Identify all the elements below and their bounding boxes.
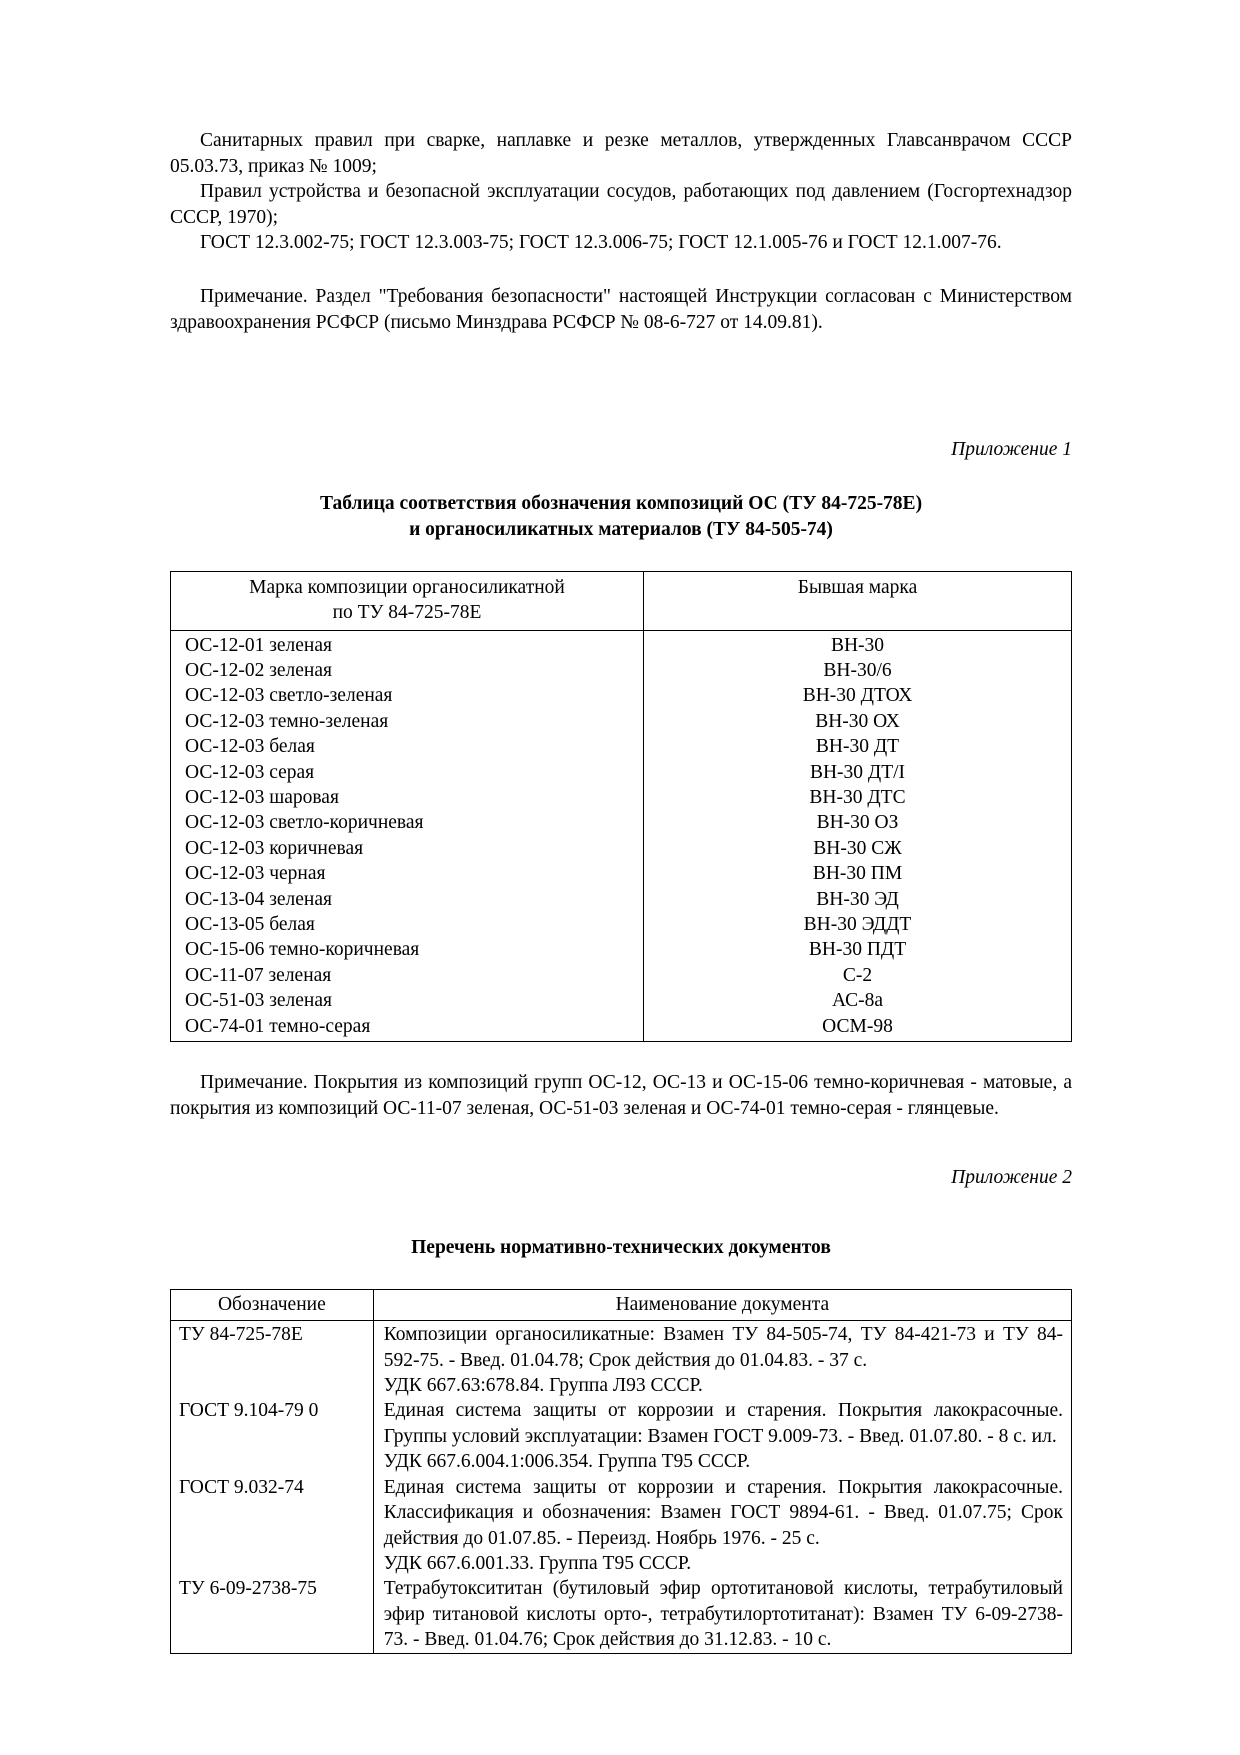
cell-designation: ТУ 84-725-78Е xyxy=(171,1321,374,1399)
cell-old-mark: АС-8а xyxy=(644,988,1072,1013)
document-description-line: Композиции органосиликатные: Взамен ТУ 84-505-74, ТУ 84-421-73 и ТУ 84-592-75. - Введ. 01.04.78; Срок действия до 01.04.83. - 37 с. xyxy=(383,1324,1063,1371)
cell-old-mark: С-2 xyxy=(644,963,1072,988)
document-description-line: УДК 667.6.001.33. Группа Т95 СССР. xyxy=(383,1552,692,1574)
cell-composition-mark: ОС-15-06 темно-коричневая xyxy=(171,937,644,962)
cell-old-mark: ВН-30 ОЗ xyxy=(644,810,1072,835)
table-row xyxy=(171,630,1072,658)
cell-old-mark: ВН-30 ДТ/І xyxy=(644,760,1072,785)
cell-composition-mark: ОС-12-03 коричневая xyxy=(171,836,644,861)
cell-old-mark: ВН-30 ОХ xyxy=(644,709,1072,734)
cell-old-mark: ВН-30 ДТ xyxy=(644,734,1072,759)
table-header-row xyxy=(171,571,1072,630)
appendix-1-note: Примечание. Покрытия из композиций групп ОС-12, ОС-13 и ОС-15-06 темно-коричневая - матовые, а покрытия из композиций ОС-11-07 зеленая, ОС-51-03 зеленая и ОС-74-01 темно-серая - глянцевые. xyxy=(170,1072,1072,1119)
table-row xyxy=(171,1475,1072,1577)
cell-document-name xyxy=(373,1398,1071,1474)
table-row xyxy=(171,734,1072,759)
column-header-mark-line-1: Марка композиции органосиликатной xyxy=(249,576,565,598)
column-header-designation: Обозначение xyxy=(171,1289,374,1320)
document-description-line: Тетрабутоксититан (бутиловый эфир ортотитановой кислоты, тетрабутиловый эфир титановой кислоты орто-, тетрабутилортотитанат): Взамен ТУ 6-09-2738-73. - Введ. 01.04.76; Срок действия до 31.12.83. - 10 с. xyxy=(383,1578,1063,1651)
cell-composition-mark: ОС-13-05 белая xyxy=(171,912,644,937)
spacer xyxy=(170,543,1072,571)
document-description-line: Единая система защиты от коррозии и старения. Покрытия лакокрасочные. Классификация и обозначения: Взамен ГОСТ 9894-61. - Введ. 01.07.75; Срок действия до 01.07.85. - Переизд. Ноябрь 1976. - 25 с. xyxy=(383,1476,1063,1549)
composition-correspondence-table xyxy=(170,571,1072,1042)
document-description-line: УДК 667.63:678.84. Группа Л93 СССР. xyxy=(383,1375,703,1397)
cell-old-mark: ВН-30 ПМ xyxy=(644,861,1072,886)
cell-composition-mark: ОС-11-07 зеленая xyxy=(171,963,644,988)
table-body xyxy=(171,1321,1072,1653)
appendix-1-title-line-2: и органосиликатных материалов (ТУ 84-505-74) xyxy=(409,518,833,540)
column-header-old-mark: Бывшая марка xyxy=(644,571,1072,630)
table-row xyxy=(171,760,1072,785)
table-row xyxy=(171,709,1072,734)
cell-document-name xyxy=(373,1321,1071,1399)
document-description-line: УДК 667.6.004.1:006.354. Группа Т95 СССР. xyxy=(383,1451,751,1473)
table-row xyxy=(171,658,1072,683)
spacer xyxy=(170,335,1072,409)
column-header-mark xyxy=(171,571,644,630)
intro-paragraph-1: Санитарных правил при сварке, наплавке и резке металлов, утвержденных Главсанврачом СССР 05.03.73, приказ № 1009; xyxy=(170,130,1072,177)
table-body xyxy=(171,630,1072,1042)
cell-old-mark: ВН-30 xyxy=(644,630,1072,658)
cell-old-mark: ВН-30 ПДТ xyxy=(644,937,1072,962)
cell-old-mark: ВН-30 ЭДДТ xyxy=(644,912,1072,937)
spacer xyxy=(170,1261,1072,1289)
table-row xyxy=(171,785,1072,810)
cell-designation: ГОСТ 9.104-79 0 xyxy=(171,1398,374,1474)
cell-composition-mark: ОС-74-01 темно-серая xyxy=(171,1014,644,1042)
cell-old-mark: ВН-30 ДТОХ xyxy=(644,683,1072,708)
cell-designation: ГОСТ 9.032-74 xyxy=(171,1475,374,1577)
cell-composition-mark: ОС-12-03 серая xyxy=(171,760,644,785)
cell-composition-mark: ОС-12-03 светло-зеленая xyxy=(171,683,644,708)
table-row xyxy=(171,683,1072,708)
intro-paragraph-2: Правил устройства и безопасной эксплуатации сосудов, работающих под давлением (Госгортехнадзор СССР, 1970); xyxy=(170,181,1072,228)
table-row xyxy=(171,887,1072,912)
table-header-row xyxy=(171,1289,1072,1320)
table-header xyxy=(171,1289,1072,1320)
cell-composition-mark: ОС-13-04 зеленая xyxy=(171,887,644,912)
cell-designation: ТУ 6-09-2738-75 xyxy=(171,1576,374,1653)
table-row xyxy=(171,1014,1072,1042)
cell-composition-mark: ОС-12-01 зеленая xyxy=(171,630,644,658)
table-row xyxy=(171,1321,1072,1399)
appendix-2-label: Приложение 2 xyxy=(951,1167,1072,1189)
cell-old-mark: ВН-30 ЭД xyxy=(644,887,1072,912)
table-row xyxy=(171,912,1072,937)
spacer xyxy=(170,409,1072,437)
cell-document-name xyxy=(373,1475,1071,1577)
cell-composition-mark: ОС-12-02 зеленая xyxy=(171,658,644,683)
appendix-2-title: Перечень нормативно-технических документов xyxy=(411,1236,831,1258)
spacer xyxy=(170,256,1072,284)
table-row xyxy=(171,988,1072,1013)
table-row xyxy=(171,861,1072,886)
cell-composition-mark: ОС-12-03 белая xyxy=(171,734,644,759)
table-header xyxy=(171,571,1072,630)
intro-paragraph-3: ГОСТ 12.3.002-75; ГОСТ 12.3.003-75; ГОСТ 12.3.006-75; ГОСТ 12.1.005-76 и ГОСТ 12.1.007-76. xyxy=(200,232,1002,254)
cell-composition-mark: ОС-12-03 светло-коричневая xyxy=(171,810,644,835)
appendix-1-title-line-1: Таблица соответствия обозначения композиций ОС (ТУ 84-725-78Е) xyxy=(319,492,923,514)
column-header-document-name: Наименование документа xyxy=(373,1289,1071,1320)
cell-composition-mark: ОС-12-03 шаровая xyxy=(171,785,644,810)
cell-old-mark: ОСМ-98 xyxy=(644,1014,1072,1042)
spacer xyxy=(170,1121,1072,1165)
cell-old-mark: ВН-30/6 xyxy=(644,658,1072,683)
table-row xyxy=(171,836,1072,861)
cell-old-mark: ВН-30 ДТС xyxy=(644,785,1072,810)
cell-document-name xyxy=(373,1576,1071,1653)
intro-note: Примечание. Раздел "Требования безопасности" настоящей Инструкции согласован с Министерством здравоохранения РСФСР (письмо Минздрава РСФСР № 08-6-727 от 14.09.81). xyxy=(170,285,1072,333)
table-row xyxy=(171,1398,1072,1474)
table-row xyxy=(171,1576,1072,1653)
cell-composition-mark: ОС-51-03 зеленая xyxy=(171,988,644,1013)
cell-composition-mark: ОС-12-03 темно-зеленая xyxy=(171,709,644,734)
table-row xyxy=(171,810,1072,835)
cell-old-mark: ВН-30 СЖ xyxy=(644,836,1072,861)
table-row xyxy=(171,937,1072,962)
spacer xyxy=(170,1191,1072,1235)
spacer xyxy=(170,1042,1072,1070)
appendix-1-label: Приложение 1 xyxy=(951,439,1072,461)
column-header-mark-line-2: по ТУ 84-725-78Е xyxy=(332,602,482,624)
table-row xyxy=(171,963,1072,988)
cell-composition-mark: ОС-12-03 черная xyxy=(171,861,644,886)
spacer xyxy=(170,463,1072,491)
document-description-line: Единая система защиты от коррозии и старения. Покрытия лакокрасочные. Группы условий эксплуатации: Взамен ГОСТ 9.009-73. - Введ. 01.07.80. - 8 с. ил. xyxy=(383,1400,1063,1447)
normative-documents-table xyxy=(170,1289,1072,1654)
